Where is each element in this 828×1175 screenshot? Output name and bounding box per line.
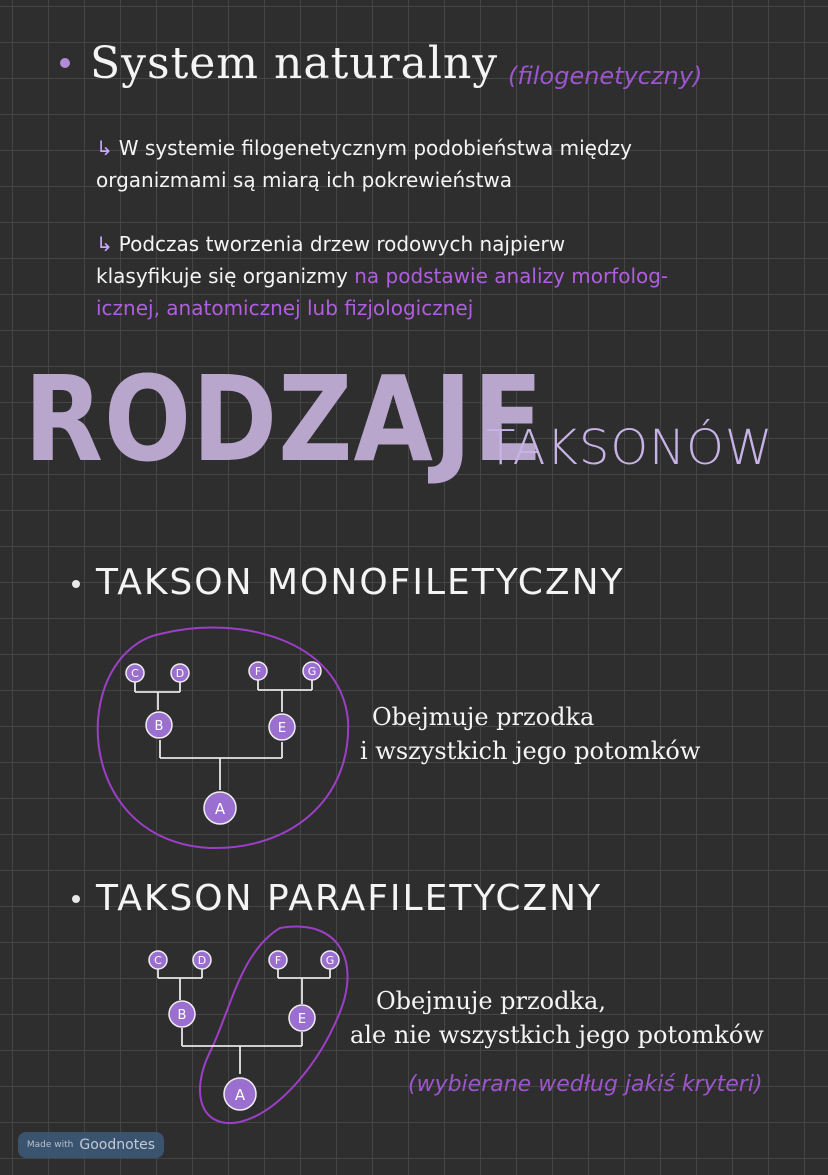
mono-desc-line-2: i wszystkich jego potomków (360, 737, 701, 765)
node-e-label: E (297, 1012, 307, 1027)
heading-rodzaje: RODZAJE (24, 350, 544, 488)
node-f-label: F (254, 665, 262, 678)
node-f-label: F (274, 954, 282, 967)
mono-nodes (126, 662, 321, 824)
para-desc-line-1: Obejmuje przodka, (376, 987, 606, 1015)
paragraph-1-line-2: organizmami są miarą ich pokrewieństwa (96, 168, 513, 192)
para-description (350, 984, 764, 1052)
node-b-label: B (177, 1008, 187, 1023)
bullet-dot (60, 58, 70, 68)
para-title: TAKSON PARAFILETYCZNY (96, 878, 603, 919)
paragraph-2-line-3: icznej, anatomicznej lub fizjologicznej (96, 296, 474, 320)
para-nodes (149, 951, 339, 1110)
goodnotes-badge[interactable] (18, 1132, 164, 1158)
mono-tree-diagram (90, 620, 360, 860)
node-a-label: A (214, 800, 226, 818)
node-c-label: C (154, 954, 162, 967)
paragraph-2 (96, 228, 668, 324)
node-b-label: B (154, 719, 164, 734)
node-c-label: C (131, 667, 139, 680)
bullet-dot (72, 895, 80, 903)
paragraph-2-line-1: ↳ Podczas tworzenia drzew rodowych najpierw (96, 232, 566, 256)
mono-title: TAKSON MONOFILETYCZNY (96, 562, 625, 603)
section-subtitle: (filogenetyczny) (508, 62, 703, 90)
badge-brand: Goodnotes (79, 1137, 156, 1153)
node-g-label: G (325, 954, 335, 967)
node-g-label: G (307, 665, 317, 678)
heading-taksonow: TAKSONÓW (486, 420, 774, 476)
paragraph-2-line-2: klasyfikuje się organizmy na podstawie analizy morfolog- (96, 264, 669, 288)
paragraph-1 (96, 132, 632, 196)
badge-prefix: Made with (26, 1140, 74, 1150)
node-e-label: E (277, 721, 287, 736)
para-tree-diagram (130, 922, 370, 1132)
arrow-icon: ↳ (96, 232, 113, 256)
section-title: System naturalny (90, 38, 499, 89)
mono-description (360, 700, 700, 768)
paragraph-1-line-1: ↳ W systemie filogenetycznym podobieństwa między (96, 136, 633, 160)
para-desc-line-2: ale nie wszystkich jego potomków (350, 1021, 764, 1049)
node-d-label: D (175, 667, 185, 680)
arrow-icon: ↳ (96, 136, 113, 160)
mono-desc-line-1: Obejmuje przodka (372, 703, 595, 731)
node-d-label: D (197, 954, 207, 967)
bullet-dot (72, 580, 80, 588)
para-note: (wybierane według jakiś kryteri) (408, 1072, 763, 1097)
node-a-label: A (234, 1086, 246, 1104)
